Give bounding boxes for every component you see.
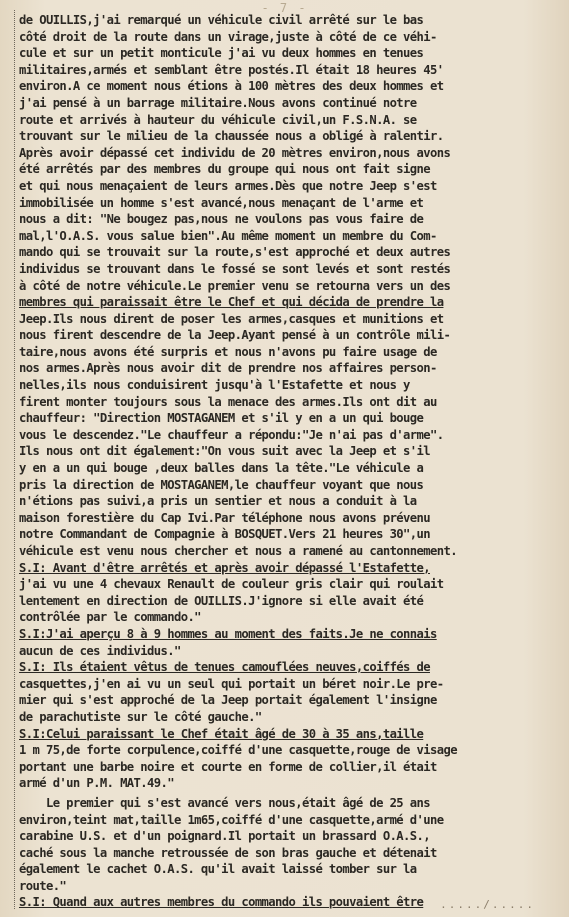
text-line: trouvant sur le milieu de la chaussée nous a obligé à ralentir. [19,129,444,144]
text-line: individus se trouvant dans le fossé se sont levés et sont restés [19,261,451,276]
text-line: environ,teint mat,taille 1m65,coiffé d'une casquette,armé d'une [19,812,444,827]
text-line: et qui nous menaçaient de leurs armes.Dès que notre Jeep s'est [19,178,437,193]
text-line: route et arrivés à hauteur du véhicule civil,un F.S.N.A. se [19,112,417,127]
text-line: mando qui se trouvait sur la route,s'est approché et deux autres [19,245,451,260]
text-line: n'étions pas suivi,a pris un sentier et nous a conduit à la [19,494,417,509]
text-line: mier qui s'est approché de la Jeep portait également l'insigne [19,693,437,708]
text-line: véhicule est venu nous chercher et nous a ramené au cantonnement. [19,544,457,558]
text-line: portant une barbe noire et courte en forme de collier,il était [19,759,437,774]
text-line: nous a dit: "Ne bougez pas,nous ne voulons pas vous faire de [19,212,424,227]
text-line: j'ai vu une 4 chevaux Renault de couleur gris clair qui roulait [19,577,444,592]
text-line: nos armes.Après nous avoir dit de prendre nos affaires person- [19,361,437,376]
text-line: route." [19,878,67,893]
text-line: mal,l'O.A.S. vous salue bien".Au même moment un membre du Com- [19,228,437,243]
text-line: Ils nous ont dit également:"On vous suit avec la Jeep et s'il [19,444,430,459]
text-line: taire,nous avons été surpris et nous n'avons pu faire usage de [19,344,437,359]
text-line: membres qui paraissait être le Chef et qui décida de prendre la [19,295,444,310]
text-line: S.I:Celui paraissant le Chef était âgé de 30 à 35 ans,taille [19,726,424,741]
text-line: de OUILLIS,j'ai remarqué un véhicule civil arrêté sur le bas [19,13,424,27]
text-line: S.I: Ils étaient vêtus de tenues camouflées neuves,coiffés de [19,660,430,675]
text-line: firent monter toujours sous la menace des armes.Ils ont dit au [19,394,437,409]
typed-text-body [19,12,565,911]
text-line: lentement en direction de OUILLIS.J'ignore si elle avait été [19,593,424,608]
text-line: S.I: Avant d'être arrêtés et après avoir dépassé l'Estafette, [19,560,430,575]
margin-rule [14,10,15,909]
text-line: environ.A ce moment nous étions à 100 mètres des deux hommes et [19,79,444,94]
text-line: à côté de notre véhicule.Le premier venu se retourna vers un des [19,278,451,293]
signature-mark: ...../..... [440,898,535,911]
text-line: Jeep.Ils nous dirent de poser les armes,casques et munitions et [19,311,444,326]
text-line: S.I:J'ai aperçu 8 à 9 hommes au moment des faits.Je ne connais [19,626,437,641]
text-line: pris la direction de MOSTAGANEM,le chauffeur voyant que nous [19,477,424,492]
text-line: Le premier qui s'est avancé vers nous,était âgé de 25 ans [19,795,430,810]
page-number: - 7 - [261,1,308,15]
text-line: maison forestière du Cap Ivi.Par téléphone nous avons prévenu [19,510,430,525]
text-line: casquettes,j'en ai vu un seul qui portait un béret noir.Le pre- [19,676,444,691]
text-line: Après avoir dépassé cet individu de 20 mètres environ,nous avons [19,145,451,160]
text-line: carabine U.S. et d'un poignard.Il portait un brassard O.A.S., [19,829,430,844]
text-line: 1 m 75,de forte corpulence,coiffé d'une casquette,rouge de visage [19,743,457,758]
text-line: y en a un qui bouge ,deux balles dans la tête."Le véhicule a [19,461,424,476]
text-line: de parachutiste sur le côté gauche." [19,709,262,724]
text-line: cule et sur un petit monticule j'ai vu deux hommes en tenues [19,46,424,61]
text-line: chauffeur: "Direction MOSTAGANEM et s'il y en a un qui bouge [19,411,424,426]
text-line: militaires,armés et semblant être postés.Il était 18 heures 45' [19,62,444,77]
text-line: S.I: Quand aux autres membres du commando ils pouvaient être [19,895,424,910]
text-line: immobilisée un homme s'est avancé,nous menaçant de l'arme et [19,195,424,210]
text-line: aucun de ces individus." [19,643,181,658]
text-line: notre Commandant de Compagnie à BOSQUET.Vers 21 heures 30",un [19,527,430,542]
text-line: nous firent descendre de la Jeep.Ayant pensé à un contrôle mili- [19,328,451,343]
text-line: caché sous la manche retroussée de son bras gauche et détenait [19,845,437,860]
text-line: été arrêtés par des membres du groupe qui nous ont fait signe [19,162,430,177]
text-line: côté droit de la route dans un virage,juste à côté de ce véhi- [19,29,437,44]
text-line: contrôlée par le commando." [19,610,201,625]
text-line: nelles,ils nous conduisirent jusqu'à l'Estafette et nous y [19,378,410,393]
text-line: vous le descendez."Le chauffeur a répondu:"Je n'ai pas d'arme". [19,427,444,442]
text-line: j'ai pensé à un barrage militaire.Nous avons continué notre [19,95,417,110]
text-line: armé d'un P.M. MAT.49." [19,776,174,791]
text-line: également le cachet O.A.S. qu'il avait laissé tomber sur la [19,862,417,877]
